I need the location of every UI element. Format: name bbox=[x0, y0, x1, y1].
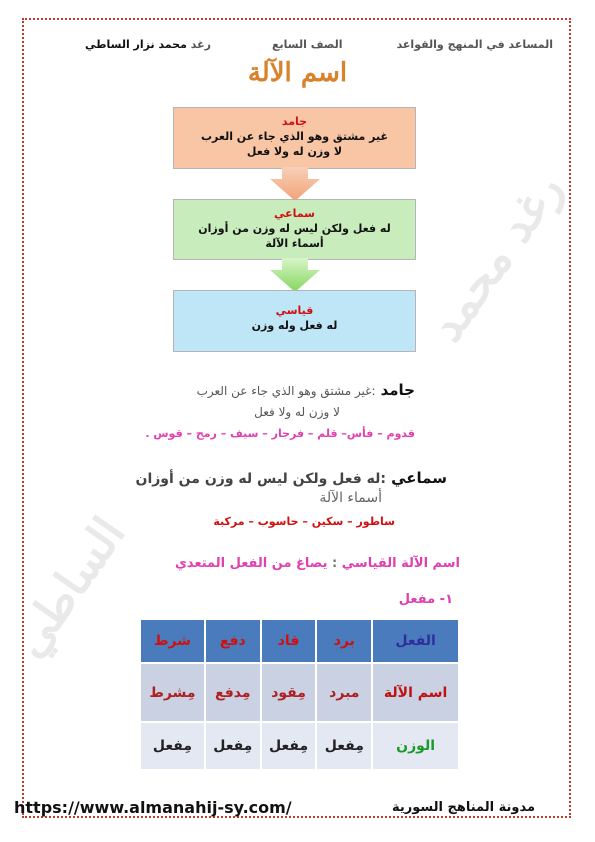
qiyasi-rule-text: يصاغ من الفعل المتعدي bbox=[174, 556, 328, 571]
page-title: اسم الآلة bbox=[247, 58, 348, 88]
table-row bbox=[140, 663, 458, 722]
jamid-examples: قدوم – فأس– قلم – فرجار – سيف – رمح – قوس . bbox=[145, 427, 415, 440]
table-cell: مِقود bbox=[261, 663, 317, 722]
pattern-table bbox=[139, 620, 458, 769]
watermark-right: رغد محمد bbox=[418, 163, 573, 351]
flow-box-samai bbox=[173, 199, 416, 260]
jamid-text-2: لا وزن له ولا فعل bbox=[254, 405, 340, 419]
flow-keyword-jamid: جامد bbox=[281, 115, 308, 128]
watermark-left: الساطي bbox=[1, 507, 136, 667]
arrow-down-icon bbox=[270, 167, 320, 201]
flow-text-samai-2: أسماء الآلة bbox=[265, 237, 324, 250]
jamid-head: جامد bbox=[380, 381, 415, 399]
footer-blog-name: مدونة المناهج السورية bbox=[391, 800, 535, 815]
table-cell: الوزن bbox=[372, 722, 458, 769]
table-cell: قاد bbox=[261, 620, 317, 663]
flow-text-jamid-2: لا وزن له ولا فعل bbox=[246, 145, 343, 158]
table-cell: الفعل bbox=[372, 620, 458, 663]
table-cell: مِفعل bbox=[316, 722, 372, 769]
arrow-down-icon bbox=[270, 258, 320, 292]
pattern-title: ١- مفعل bbox=[398, 592, 453, 607]
author-prefix: رغد bbox=[190, 38, 211, 51]
qiyasi-separator: : bbox=[327, 556, 342, 571]
table-cell: مِدفع bbox=[205, 663, 261, 722]
header-subject: المساعد في المنهج والقواعد bbox=[396, 38, 553, 51]
table-cell: برد bbox=[316, 620, 372, 663]
table-row bbox=[140, 620, 458, 663]
flow-text-samai-1: له فعل ولكن ليس له وزن من أوزان bbox=[198, 222, 391, 235]
header-grade: الصف السابع bbox=[272, 38, 343, 51]
table-cell: مبرد bbox=[316, 663, 372, 722]
qiyasi-label: اسم الآلة القياسي bbox=[341, 556, 460, 571]
qiyasi-rule bbox=[175, 556, 460, 571]
table-cell: اسم الآلة bbox=[372, 663, 458, 722]
samai-definition bbox=[127, 468, 447, 487]
jamid-definition bbox=[115, 380, 415, 399]
table-cell: دفع bbox=[205, 620, 261, 663]
flow-keyword-qiyasi: قياسي bbox=[275, 304, 314, 317]
table-cell: مِفعل bbox=[140, 722, 205, 769]
flow-box-qiyasi bbox=[173, 290, 416, 352]
flow-keyword-samai: سماعي bbox=[274, 207, 315, 220]
table-cell: مِفعل bbox=[205, 722, 261, 769]
header-author bbox=[85, 38, 211, 51]
samai-text-2: أسماء الآلة bbox=[319, 490, 382, 506]
footer-url-link[interactable]: https://www.almanahij-sy.com/ bbox=[14, 798, 292, 817]
samai-head: سماعي bbox=[391, 469, 447, 487]
flow-box-jamid bbox=[173, 107, 416, 169]
table-cell: شرط bbox=[140, 620, 205, 663]
table-row bbox=[140, 722, 458, 769]
jamid-text-1: :غير مشتق وهو الذي جاء عن العرب bbox=[196, 384, 376, 398]
flow-text-jamid-1: غير مشتق وهو الذي جاء عن العرب bbox=[200, 130, 389, 143]
flow-text-qiyasi: له فعل وله وزن bbox=[251, 319, 338, 332]
table-cell: مِفعل bbox=[261, 722, 317, 769]
samai-text-1: :له فعل ولكن ليس له وزن من أوزان bbox=[135, 471, 387, 487]
table-cell: مِشرط bbox=[140, 663, 205, 722]
samai-examples: ساطور – سكين – حاسوب – مركبة bbox=[213, 515, 395, 528]
author-name: محمد نزار الساطي bbox=[85, 38, 187, 51]
